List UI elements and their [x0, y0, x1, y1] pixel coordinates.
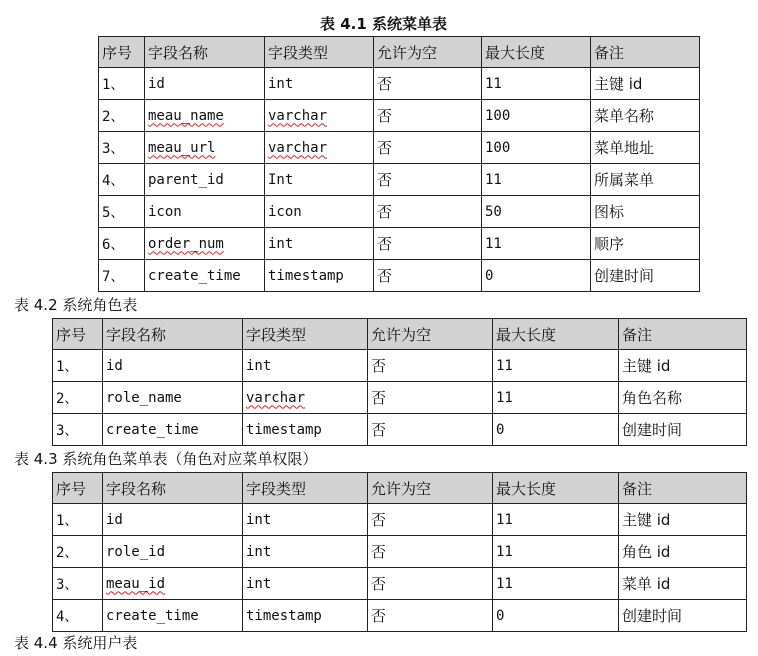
header-cell: 允许为空: [368, 319, 493, 350]
table-row: [53, 504, 747, 536]
table-cell: 创建时间: [619, 600, 747, 632]
header-cell: 允许为空: [374, 37, 482, 68]
table-cell: 4、: [53, 600, 103, 632]
table-row: [53, 568, 747, 600]
table-cell: 创建时间: [591, 260, 700, 292]
table-cell: parent_id: [145, 164, 265, 196]
table-cell: int: [243, 350, 368, 382]
table-cell: 11: [493, 504, 619, 536]
table-row: [53, 600, 747, 632]
table-cell: 3、: [53, 414, 103, 446]
table-cell: 否: [368, 536, 493, 568]
menu-table: [98, 36, 700, 292]
table-cell: [145, 228, 265, 260]
header-cell: 备注: [619, 319, 747, 350]
table-cell: 创建时间: [619, 414, 747, 446]
table-cell: 50: [482, 196, 591, 228]
table-cell: 0: [493, 414, 619, 446]
table-cell: 100: [482, 132, 591, 164]
table-row: [53, 414, 747, 446]
table-header-row: [99, 37, 700, 68]
header-cell: 备注: [619, 473, 747, 504]
header-cell: 最大长度: [493, 319, 619, 350]
spellcheck-text: meau_id: [106, 575, 166, 592]
role-table: [52, 318, 747, 446]
table-cell: 1、: [53, 504, 103, 536]
table-cell: 菜单地址: [591, 132, 700, 164]
table-cell: [265, 132, 374, 164]
table-cell: 主键 id: [619, 350, 747, 382]
table-cell: 1、: [53, 350, 103, 382]
table-cell: 2、: [53, 382, 103, 414]
table-cell: icon: [145, 196, 265, 228]
table-cell: int: [265, 68, 374, 100]
table-cell: [145, 100, 265, 132]
table-row: [99, 196, 700, 228]
table-cell: 否: [368, 350, 493, 382]
table-cell: 2、: [53, 536, 103, 568]
header-cell: 序号: [53, 319, 103, 350]
header-cell: 允许为空: [368, 473, 493, 504]
header-cell: 最大长度: [493, 473, 619, 504]
header-cell: 字段名称: [103, 319, 243, 350]
table-row: [99, 68, 700, 100]
table-cell: [265, 100, 374, 132]
table-cell: 否: [368, 568, 493, 600]
table-cell: 4、: [99, 164, 145, 196]
table-cell: int: [265, 228, 374, 260]
table-row: [99, 228, 700, 260]
header-cell: 字段类型: [243, 473, 368, 504]
table-cell: [145, 132, 265, 164]
table-cell: timestamp: [265, 260, 374, 292]
table-caption-4-1: 表 4.1 系统菜单表: [320, 15, 448, 33]
table-cell: role_id: [103, 536, 243, 568]
table-cell: 主键 id: [619, 504, 747, 536]
table-cell: 图标: [591, 196, 700, 228]
header-cell: 字段类型: [243, 319, 368, 350]
table-cell: 菜单名称: [591, 100, 700, 132]
table-cell: 否: [368, 382, 493, 414]
table-cell: 否: [374, 100, 482, 132]
table-caption-4-4: 表 4.4 系统用户表: [14, 634, 138, 652]
table-cell: 11: [493, 536, 619, 568]
table-cell: [103, 568, 243, 600]
table-cell: int: [243, 504, 368, 536]
table-row: [99, 132, 700, 164]
spellcheck-text: varchar: [246, 389, 306, 406]
header-cell: 字段名称: [103, 473, 243, 504]
header-cell: 序号: [99, 37, 145, 68]
table-cell: 角色 id: [619, 536, 747, 568]
table-cell: timestamp: [243, 600, 368, 632]
table-cell: timestamp: [243, 414, 368, 446]
table-cell: 11: [482, 228, 591, 260]
table-cell: [243, 382, 368, 414]
table-cell: icon: [265, 196, 374, 228]
header-cell: 字段类型: [265, 37, 374, 68]
table-cell: 否: [374, 68, 482, 100]
table-cell: 11: [493, 382, 619, 414]
table-cell: 否: [374, 228, 482, 260]
table-header-row: [53, 319, 747, 350]
header-cell: 最大长度: [482, 37, 591, 68]
table-cell: 否: [374, 132, 482, 164]
table-cell: 否: [374, 196, 482, 228]
spellcheck-text: order_num: [148, 235, 224, 252]
table-row: [53, 382, 747, 414]
table-cell: 3、: [53, 568, 103, 600]
header-cell: 备注: [591, 37, 700, 68]
table-cell: id: [103, 504, 243, 536]
table-row: [99, 100, 700, 132]
table-row: [99, 260, 700, 292]
table-cell: 否: [374, 260, 482, 292]
table-cell: 11: [482, 164, 591, 196]
table-cell: 3、: [99, 132, 145, 164]
table-cell: Int: [265, 164, 374, 196]
table-cell: 主键 id: [591, 68, 700, 100]
table-cell: 5、: [99, 196, 145, 228]
table-caption-4-2: 表 4.2 系统角色表: [14, 296, 138, 314]
table-cell: int: [243, 536, 368, 568]
table-caption-4-3: 表 4.3 系统角色菜单表（角色对应菜单权限）: [14, 450, 318, 468]
table-cell: 11: [493, 568, 619, 600]
header-cell: 字段名称: [145, 37, 265, 68]
table-cell: 所属菜单: [591, 164, 700, 196]
spellcheck-text: varchar: [268, 107, 328, 124]
table-cell: 7、: [99, 260, 145, 292]
table-cell: 角色名称: [619, 382, 747, 414]
table-cell: 否: [368, 414, 493, 446]
table-cell: create_time: [103, 414, 243, 446]
table-cell: 6、: [99, 228, 145, 260]
table-cell: id: [145, 68, 265, 100]
table-cell: int: [243, 568, 368, 600]
table-cell: 11: [493, 350, 619, 382]
table-row: [53, 350, 747, 382]
role-menu-table: [52, 472, 747, 632]
table-cell: 100: [482, 100, 591, 132]
table-cell: 菜单 id: [619, 568, 747, 600]
table-cell: create_time: [103, 600, 243, 632]
table-row: [99, 164, 700, 196]
table-cell: 11: [482, 68, 591, 100]
spellcheck-text: meau_url: [148, 139, 216, 156]
table-header-row: [53, 473, 747, 504]
table-cell: 顺序: [591, 228, 700, 260]
table-cell: 否: [374, 164, 482, 196]
table-cell: id: [103, 350, 243, 382]
table-cell: create_time: [145, 260, 265, 292]
table-cell: 0: [482, 260, 591, 292]
table-row: [53, 536, 747, 568]
spellcheck-text: varchar: [268, 139, 328, 156]
table-cell: 2、: [99, 100, 145, 132]
table-cell: 否: [368, 600, 493, 632]
table-cell: 1、: [99, 68, 145, 100]
table-cell: 0: [493, 600, 619, 632]
table-cell: 否: [368, 504, 493, 536]
spellcheck-text: meau_name: [148, 107, 224, 124]
table-cell: role_name: [103, 382, 243, 414]
header-cell: 序号: [53, 473, 103, 504]
